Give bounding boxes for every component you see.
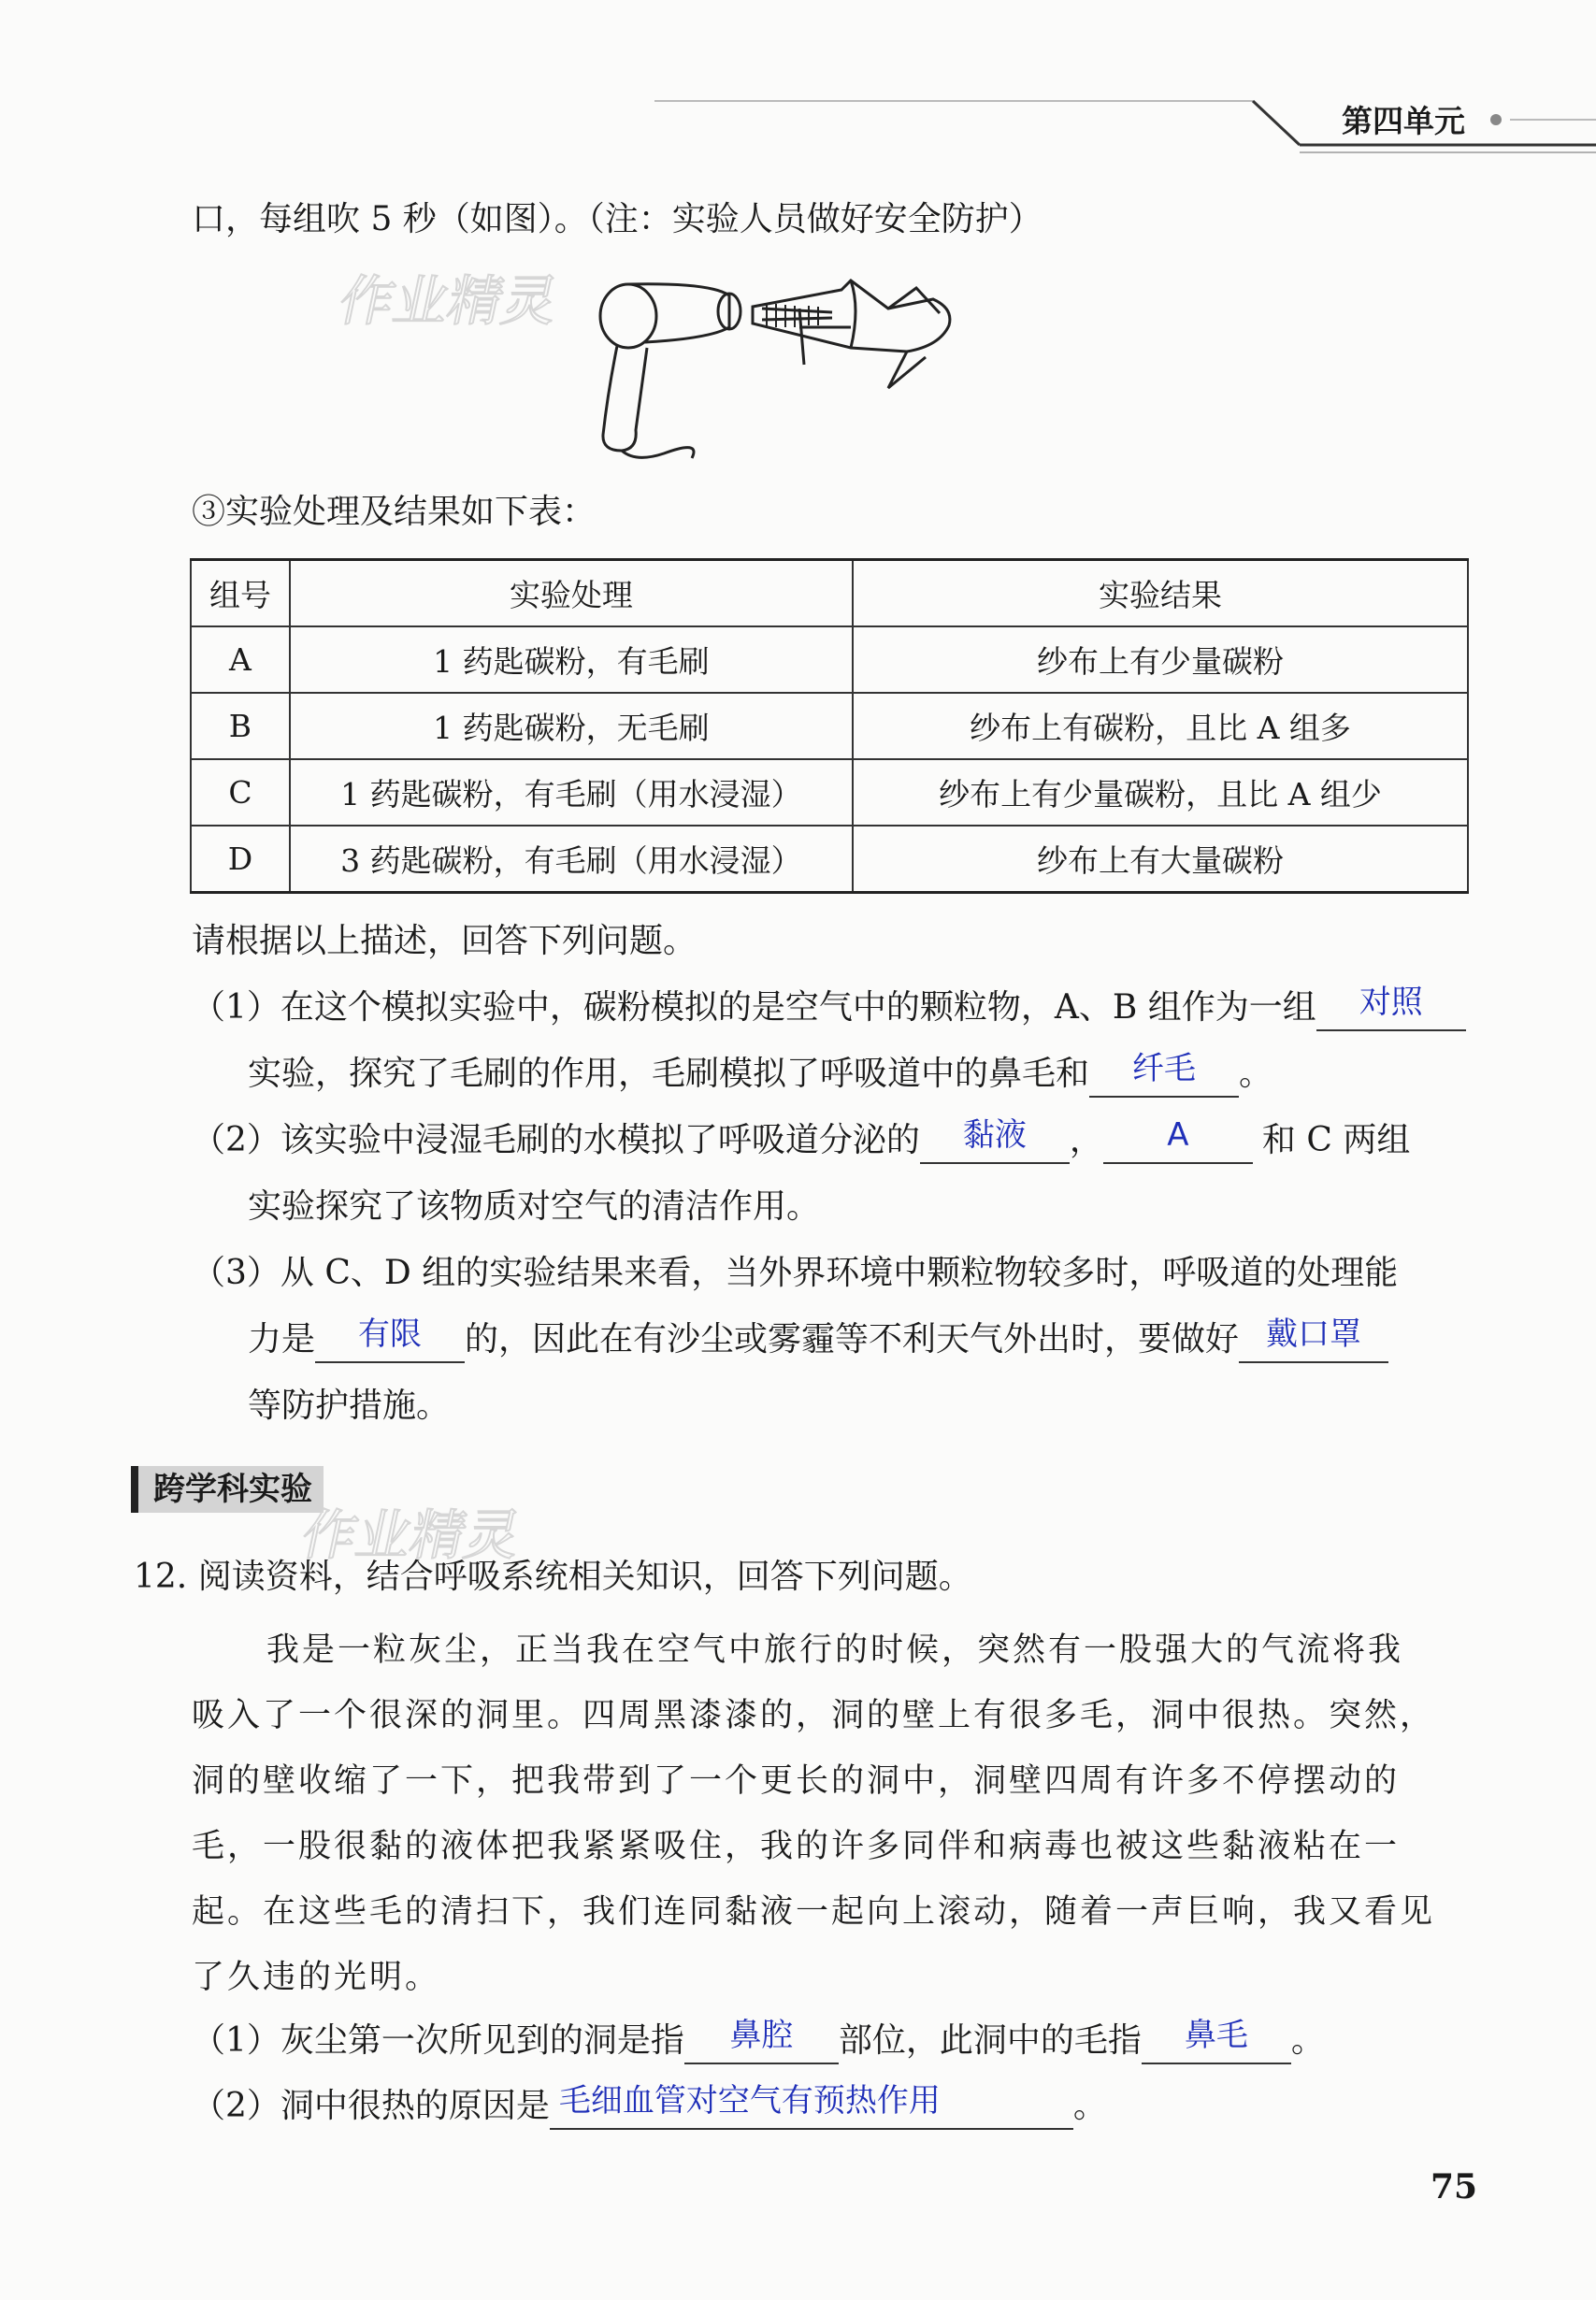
watermark: 作业精灵 (333, 269, 565, 333)
table-cell: 1 药匙碳粉，有毛刷（用水浸湿） (290, 759, 853, 826)
handwritten-answer: 戴口罩 (1266, 1315, 1362, 1353)
header-cell: 组号 (191, 560, 290, 627)
q12-text: （1）灰尘第一次所见到的洞是指 (192, 2021, 684, 2060)
q12-title: 12. 阅读资料，结合呼吸系统相关知识，回答下列问题。 (134, 1558, 972, 1596)
q12-sub2 (192, 2083, 1107, 2130)
q1-text: （1）在这个模拟实验中，碳粉模拟的是空气中的颗粒物，A、B 组作为一组 (192, 988, 1316, 1027)
q3-text: 力是 (248, 1320, 316, 1358)
intro-line: 口，每组吹 5 秒（如图）。（注：实验人员做好安全防护） (192, 200, 1042, 238)
answer-blank[interactable] (1316, 984, 1466, 1031)
answer-blank[interactable] (684, 2017, 839, 2064)
q2-text: 和 C 两组 (1261, 1121, 1411, 1159)
q2-sep: ， (1069, 1121, 1103, 1159)
q12-text: （2）洞中很热的原因是 (192, 2087, 550, 2125)
table-cell: 1 药匙碳粉，无毛刷 (290, 693, 853, 759)
handwritten-answer: 对照 (1359, 984, 1423, 1021)
table-row (191, 693, 1468, 759)
table-caption: ③实验处理及结果如下表： (192, 493, 597, 531)
q3-line3: 等防护措施。 (248, 1387, 451, 1425)
story-line: 毛，一股很黏的液体把我紧紧吸住，我的许多同伴和病毒也被这些黏液粘在一 (192, 1828, 1401, 1865)
answer-blank[interactable] (1142, 2017, 1291, 2064)
story-line: 了久违的光明。 (192, 1959, 441, 1996)
q1-text: 。 (1239, 1055, 1273, 1093)
hair-dryer-illustration (580, 271, 1047, 467)
q12-text: 。 (1290, 2021, 1325, 2060)
table-cell: 纱布上有大量碳粉 (853, 826, 1468, 893)
q2-line1 (192, 1117, 1410, 1164)
table-row (191, 626, 1468, 693)
answer-blank[interactable] (1103, 1116, 1253, 1164)
handwritten-answer: 鼻腔 (729, 2017, 794, 2054)
q3-line2 (248, 1316, 1388, 1363)
unit-title: 第四单元 (1342, 103, 1465, 139)
q1-line1 (192, 985, 1466, 1031)
q3-line1: （3）从 C、D 组的实验结果来看，当外界环境中颗粒物较多时，呼吸道的处理能 (192, 1254, 1399, 1292)
story-line: 洞的壁收缩了一下，把我带到了一个更长的洞中，洞壁四周有许多不停摆动的 (192, 1762, 1401, 1800)
table-cell: 纱布上有少量碳粉，且比 A 组少 (853, 759, 1468, 826)
q12-text: 部位，此洞中的毛指 (838, 2021, 1142, 2060)
answer-blank[interactable] (315, 1315, 465, 1363)
table-cell: B (191, 693, 290, 759)
table-row (191, 826, 1468, 893)
prompt-line: 请根据以上描述，回答下列问题。 (192, 922, 697, 960)
table-cell: C (191, 759, 290, 826)
handwritten-answer: 毛细血管对空气有预热作用 (558, 2082, 941, 2120)
answer-blank[interactable] (1239, 1315, 1388, 1363)
page-number: 75 (1431, 2167, 1478, 2207)
q1-text: 实验，探究了毛刷的作用，毛刷模拟了呼吸道中的鼻毛和 (248, 1055, 1090, 1093)
handwritten-answer: 有限 (358, 1315, 423, 1353)
table-cell: 1 药匙碳粉，有毛刷 (290, 626, 853, 693)
story-line: 我是一粒灰尘，正当我在空气中旅行的时候，突然有一股强大的气流将我 (266, 1632, 1404, 1669)
table-cell: A (191, 626, 290, 693)
header-cell: 实验结果 (853, 560, 1468, 627)
answer-blank[interactable] (920, 1116, 1070, 1164)
experiment-table (190, 558, 1469, 894)
story-line: 起。在这些毛的清扫下，我们连同黏液一起向上滚动，随着一声巨响，我又看见 (192, 1893, 1436, 1931)
handwritten-answer: A (1167, 1116, 1189, 1154)
answer-blank[interactable] (1089, 1050, 1239, 1098)
handwritten-answer: 黏液 (962, 1116, 1027, 1154)
table-header-row (191, 560, 1468, 627)
table-cell: 纱布上有少量碳粉 (853, 626, 1468, 693)
answer-blank[interactable] (550, 2082, 1073, 2130)
table-cell: 纱布上有碳粉，且比 A 组多 (853, 693, 1468, 759)
story-line: 吸入了一个很深的洞里。四周黑漆漆的，洞的壁上有很多毛，洞中很热。突然， (192, 1697, 1436, 1734)
table-cell: 3 药匙碳粉，有毛刷（用水浸湿） (290, 826, 853, 893)
table-cell: D (191, 826, 290, 893)
q12-text: 。 (1072, 2087, 1107, 2125)
handwritten-answer: 鼻毛 (1184, 2017, 1248, 2054)
section-heading (131, 1466, 324, 1513)
table-row (191, 759, 1468, 826)
q1-line2 (248, 1051, 1272, 1098)
watermark: 作业精灵 (295, 1503, 527, 1567)
handwritten-answer: 纤毛 (1132, 1050, 1197, 1087)
q2-text: （2）该实验中浸湿毛刷的水模拟了呼吸道分泌的 (192, 1121, 920, 1159)
q12-sub1 (192, 2018, 1325, 2064)
q2-line2: 实验探究了该物质对空气的清洁作用。 (248, 1187, 821, 1226)
q3-text: 的，因此在有沙尘或雾霾等不利天气外出时，要做好 (465, 1320, 1240, 1358)
header-cell: 实验处理 (290, 560, 853, 627)
section-title: 跨学科实验 (153, 1471, 312, 1508)
